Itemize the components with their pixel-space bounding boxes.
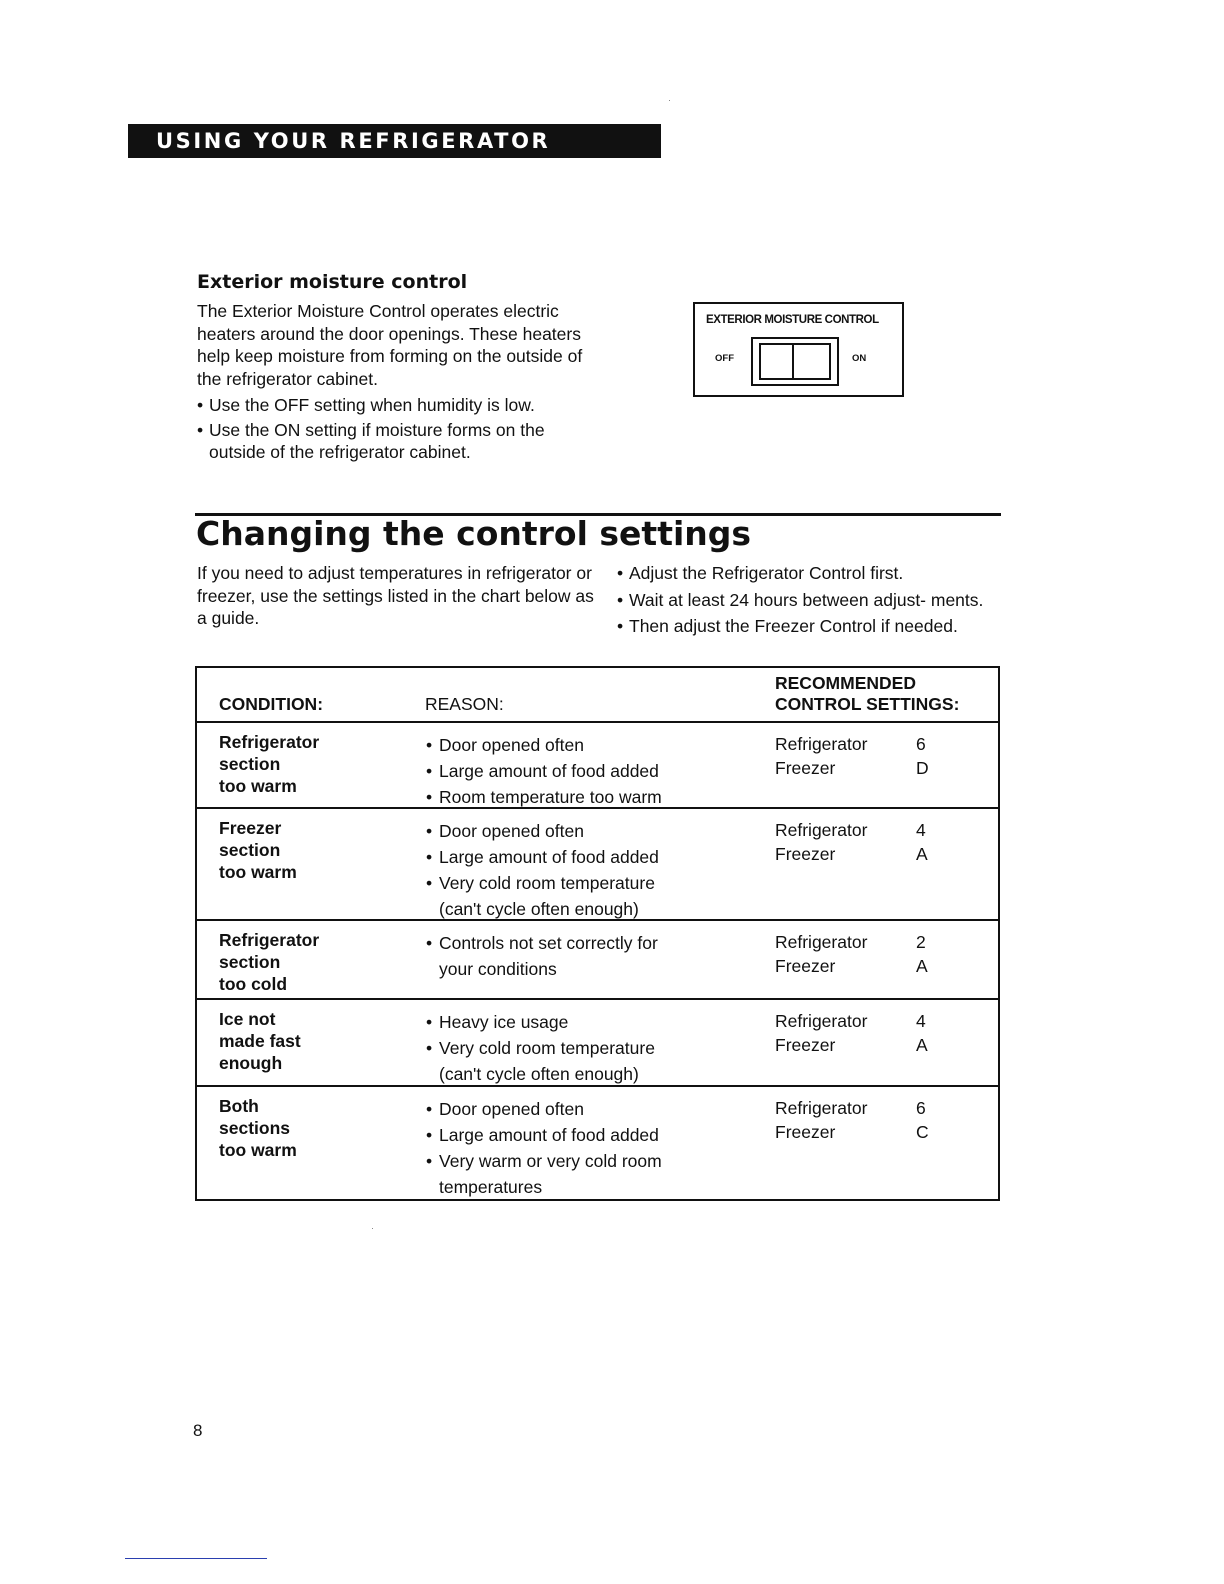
refrigerator-setting — [775, 1096, 975, 1120]
row-condition — [219, 929, 379, 995]
condition-line: made fast — [219, 1031, 301, 1051]
condition-line: Refrigerator — [219, 930, 320, 950]
setting-value: D — [916, 758, 929, 778]
reason-item: • Large amount of food added — [426, 844, 756, 870]
condition-line: too warm — [219, 862, 297, 882]
row-condition — [219, 731, 379, 797]
reason-item: • Very cold room temperature (can't cycle often enough) — [426, 1035, 694, 1087]
setting-label: Refrigerator — [775, 734, 868, 754]
row-reasons — [426, 818, 756, 922]
moisture-bullet-on: • Use the ON setting if moisture forms on the outside of the refrigerator cabinet. — [197, 419, 587, 464]
setting-value: C — [916, 1122, 929, 1142]
condition-line: section — [219, 952, 281, 972]
refrigerator-setting — [775, 732, 975, 756]
adjustment-step: • Then adjust the Freezer Control if needed. — [617, 615, 1002, 638]
row-condition — [219, 817, 379, 883]
condition-line: Refrigerator — [219, 732, 320, 752]
reason-item: • Controls not set correctly for your conditions — [426, 930, 669, 982]
table-row — [197, 919, 998, 999]
setting-label: Refrigerator — [775, 820, 868, 840]
condition-line: section — [219, 840, 281, 860]
setting-label: Freezer — [775, 758, 836, 778]
condition-line: enough — [219, 1053, 283, 1073]
freezer-setting — [775, 842, 975, 866]
setting-label: Refrigerator — [775, 1098, 868, 1118]
setting-label: Refrigerator — [775, 932, 868, 952]
moisture-control-heading: Exterior moisture control — [197, 271, 468, 293]
table-row — [197, 998, 998, 1086]
moisture-control-paragraph: The Exterior Moisture Control operates electric heaters around the door openings. These heaters help keep moisture from forming on the outside of the refrigerator cabinet. — [197, 301, 583, 389]
panel-on-label: ON — [852, 353, 867, 364]
section-intro: If you need to adjust temperatures in refrigerator or freezer, use the settings listed in the chart below as a guide. — [197, 563, 594, 628]
reason-item: • Door opened often — [426, 1096, 756, 1122]
moisture-control-body — [197, 300, 587, 466]
refrigerator-setting — [775, 930, 975, 954]
header-recommended — [775, 673, 959, 715]
condition-line: Ice not — [219, 1009, 276, 1029]
section-banner: USING YOUR REFRIGERATOR — [128, 124, 661, 158]
setting-value: A — [916, 956, 928, 976]
table-header — [197, 668, 998, 721]
setting-value: A — [916, 1035, 928, 1055]
setting-value: 6 — [916, 1098, 926, 1118]
row-settings — [775, 1096, 975, 1144]
refrigerator-setting — [775, 1009, 975, 1033]
row-settings — [775, 930, 975, 978]
reason-item: • Large amount of food added — [426, 758, 756, 784]
row-condition — [219, 1008, 379, 1074]
header-reason: REASON: — [425, 694, 504, 714]
row-reasons — [426, 732, 756, 810]
freezer-setting — [775, 1120, 975, 1144]
reason-item: • Heavy ice usage — [426, 1009, 756, 1035]
reason-item: • Very cold room temperature (can't cycle often enough) — [426, 870, 694, 922]
setting-value: A — [916, 844, 928, 864]
reason-item: • Room temperature too warm — [426, 784, 756, 810]
row-reasons — [426, 1009, 756, 1087]
table-row — [197, 807, 998, 921]
condition-line: Freezer — [219, 818, 282, 838]
setting-label: Freezer — [775, 956, 836, 976]
moisture-bullet-off: • Use the OFF setting when humidity is low. — [197, 394, 587, 417]
freezer-setting — [775, 954, 975, 978]
panel-label: EXTERIOR MOISTURE CONTROL — [706, 314, 879, 326]
refrigerator-setting — [775, 818, 975, 842]
setting-value: 2 — [916, 932, 926, 952]
condition-line: too warm — [219, 776, 297, 796]
header-recommended-line1: RECOMMENDED — [775, 673, 916, 693]
setting-value: 4 — [916, 1011, 926, 1031]
condition-line: sections — [219, 1118, 290, 1138]
row-reasons — [426, 1096, 756, 1200]
setting-value: 4 — [916, 820, 926, 840]
header-recommended-line2: CONTROL SETTINGS: — [775, 694, 960, 714]
control-settings-table — [195, 666, 1000, 1201]
freezer-setting — [775, 756, 975, 780]
page-number: 8 — [193, 1421, 203, 1440]
row-reasons — [426, 930, 756, 982]
moisture-control-bullets — [197, 394, 587, 464]
adjustment-steps-list — [617, 562, 1002, 638]
setting-label: Freezer — [775, 1122, 836, 1142]
adjustment-steps — [617, 562, 1002, 642]
reason-item: • Door opened often — [426, 732, 756, 758]
row-settings — [775, 818, 975, 866]
adjustment-step: • Wait at least 24 hours between adjust- ments. — [617, 589, 1002, 612]
rocker-switch-face — [759, 343, 831, 380]
condition-line: too cold — [219, 974, 288, 994]
row-condition — [219, 1095, 379, 1161]
freezer-setting — [775, 1033, 975, 1057]
condition-line: too warm — [219, 1140, 297, 1160]
adjustment-step: • Adjust the Refrigerator Control first. — [617, 562, 1002, 585]
row-settings — [775, 1009, 975, 1057]
table-row — [197, 721, 998, 809]
condition-line: section — [219, 754, 281, 774]
moisture-control-panel-illustration — [693, 302, 904, 397]
setting-value: 6 — [916, 734, 926, 754]
table-row — [197, 1085, 998, 1199]
scan-speck — [669, 100, 670, 101]
row-settings — [775, 732, 975, 780]
section-heading: Changing the control settings — [196, 514, 752, 553]
setting-label: Freezer — [775, 1035, 836, 1055]
reason-item: • Very warm or very cold room temperatures — [426, 1148, 694, 1200]
condition-line: Both — [219, 1096, 259, 1116]
panel-off-label: OFF — [715, 353, 734, 364]
footer-line — [125, 1558, 267, 1559]
setting-label: Refrigerator — [775, 1011, 868, 1031]
header-condition: CONDITION: — [219, 694, 324, 714]
rocker-switch-icon — [751, 337, 839, 386]
reason-item: • Large amount of food added — [426, 1122, 756, 1148]
scan-speck — [372, 1228, 373, 1229]
setting-label: Freezer — [775, 844, 836, 864]
reason-item: • Door opened often — [426, 818, 756, 844]
